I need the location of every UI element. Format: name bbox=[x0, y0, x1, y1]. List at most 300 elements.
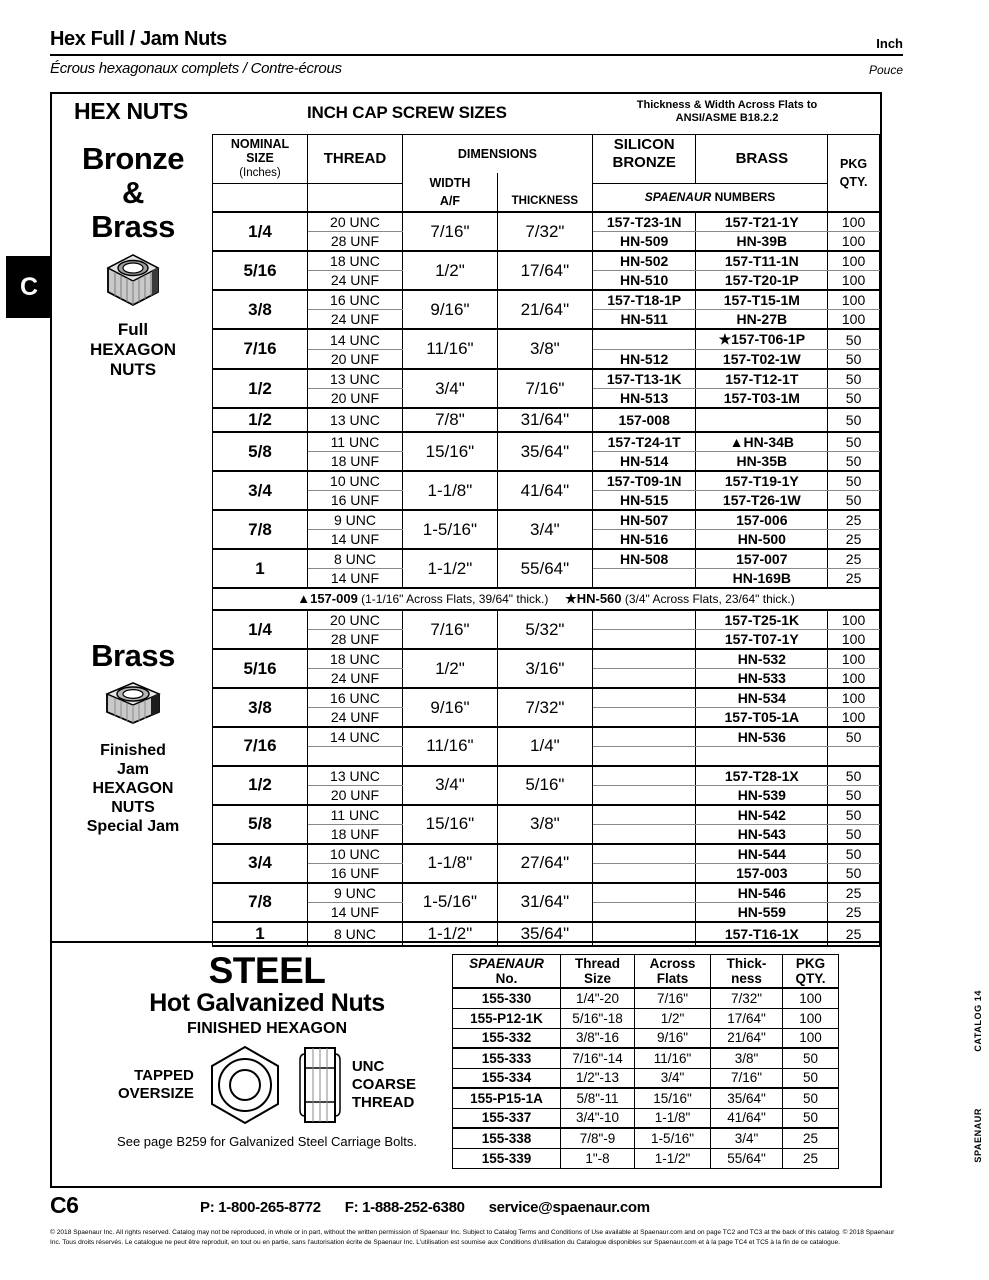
cell-brass: 157-T07-1Y bbox=[696, 630, 828, 650]
cell-nominal-size: 1 bbox=[213, 549, 308, 588]
cell-thread: 8 UNC bbox=[307, 922, 402, 946]
cell-thread: 11 UNC bbox=[307, 805, 402, 825]
steel-unc-line3: THREAD bbox=[351, 1094, 415, 1111]
cell-nominal-size: 3/4 bbox=[213, 471, 308, 510]
steel-tapped-line1: TAPPED bbox=[134, 1067, 194, 1084]
cell-width-af: 1/2" bbox=[402, 251, 497, 290]
bronze-brass-label-block bbox=[54, 142, 212, 380]
section-tab-marker: C bbox=[6, 256, 52, 318]
bronze-label-line3: Brass bbox=[91, 209, 175, 244]
cell-pkg-qty: 25 bbox=[783, 1148, 839, 1168]
cell-brass: HN-542 bbox=[696, 805, 828, 825]
cell-nominal-size: 1/4 bbox=[213, 610, 308, 649]
cell-thread: 14 UNC bbox=[307, 727, 402, 747]
cell-across-flats: 15/16" bbox=[635, 1088, 711, 1108]
cell-thickness: 3/4" bbox=[711, 1128, 783, 1148]
cell-thickness: 35/64" bbox=[497, 432, 592, 471]
cell-pkg-qty: 50 bbox=[828, 727, 880, 747]
cell-thickness: 17/64" bbox=[711, 1008, 783, 1028]
cell-across-flats: 1-1/8" bbox=[635, 1108, 711, 1128]
cell-pkg-qty: 50 bbox=[828, 369, 880, 389]
cell-nominal-size: 3/4 bbox=[213, 844, 308, 883]
cell-silicon-bronze: 157-T09-1N bbox=[592, 471, 696, 491]
cell-pkg-qty: 25 bbox=[828, 922, 880, 946]
cell-thread: 18 UNF bbox=[307, 452, 402, 472]
cell-silicon-bronze: HN-510 bbox=[592, 271, 696, 291]
cell-silicon-bronze: HN-516 bbox=[592, 530, 696, 550]
cell-silicon-bronze: 157-T18-1P bbox=[592, 290, 696, 310]
cell-thread: 9 UNC bbox=[307, 510, 402, 530]
cell-spaenaur-no: 155-P12-1K bbox=[453, 1008, 561, 1028]
cell-across-flats: 1-5/16" bbox=[635, 1128, 711, 1148]
page-header bbox=[50, 28, 903, 77]
col-silicon-bronze: SILICON BRONZE bbox=[592, 135, 696, 174]
cell-brass: HN-500 bbox=[696, 530, 828, 550]
cell-pkg-qty: 100 bbox=[828, 232, 880, 252]
cell-thickness: 17/64" bbox=[497, 251, 592, 290]
cell-thread: 20 UNF bbox=[307, 785, 402, 805]
cell-pkg-qty: 100 bbox=[828, 251, 880, 271]
steel-title: STEEL bbox=[208, 950, 326, 991]
cell-silicon-bronze bbox=[592, 630, 696, 650]
cell-nominal-size: 7/8 bbox=[213, 883, 308, 922]
cell-silicon-bronze bbox=[592, 727, 696, 747]
cell-brass: HN-546 bbox=[696, 883, 828, 903]
cell-pkg-qty: 50 bbox=[783, 1108, 839, 1128]
cell-brass: 157-T28-1X bbox=[696, 766, 828, 786]
ansi-standard-note: Thickness & Width Across Flats to ANSI/ASME B18.2.2 bbox=[636, 99, 818, 124]
cell-silicon-bronze bbox=[592, 785, 696, 805]
cell-pkg-qty: 50 bbox=[828, 408, 880, 432]
cell-thickness: 7/32" bbox=[711, 988, 783, 1008]
cell-across-flats: 1/2" bbox=[635, 1008, 711, 1028]
cell-silicon-bronze: HN-513 bbox=[592, 389, 696, 409]
cell-brass: 157-T15-1M bbox=[696, 290, 828, 310]
cell-silicon-bronze bbox=[592, 883, 696, 903]
cell-thread: 8 UNC bbox=[307, 549, 402, 569]
cell-thread-size: 7/8"-9 bbox=[561, 1128, 635, 1148]
cell-brass: 157-T26-1W bbox=[696, 491, 828, 511]
cell-pkg-qty: 25 bbox=[828, 549, 880, 569]
col-thread-size: Thread Size bbox=[561, 955, 635, 989]
cell-brass: ★157-T06-1P bbox=[696, 329, 828, 350]
cell-pkg-qty: 100 bbox=[828, 610, 880, 630]
cell-width-af: 1-1/8" bbox=[402, 844, 497, 883]
cell-spaenaur-no: 155-337 bbox=[453, 1108, 561, 1128]
specifications-grid bbox=[212, 134, 880, 947]
table-row bbox=[213, 727, 880, 747]
steel-unc-line2: COARSE bbox=[351, 1076, 417, 1093]
cell-pkg-qty: 50 bbox=[828, 863, 880, 883]
cell-spaenaur-no: 155-334 bbox=[453, 1068, 561, 1088]
cell-thickness: 31/64" bbox=[497, 883, 592, 922]
table-row bbox=[213, 251, 880, 271]
cell-thread-size: 5/16"-18 bbox=[561, 1008, 635, 1028]
cell-thread: 18 UNC bbox=[307, 649, 402, 669]
cell-thickness: 35/64" bbox=[497, 922, 592, 946]
cell-thickness: 21/64" bbox=[497, 290, 592, 329]
cell-silicon-bronze: HN-511 bbox=[592, 310, 696, 330]
cell-thread: 13 UNC bbox=[307, 408, 402, 432]
cell-thread: 16 UNC bbox=[307, 290, 402, 310]
cell-width-af: 15/16" bbox=[402, 805, 497, 844]
cell-thread: 10 UNC bbox=[307, 844, 402, 864]
cell-silicon-bronze: 157-T24-1T bbox=[592, 432, 696, 452]
hex-nuts-table bbox=[212, 134, 880, 947]
cell-thread: 28 UNF bbox=[307, 232, 402, 252]
cell-brass: HN-532 bbox=[696, 649, 828, 669]
cell-spaenaur-no: 155-338 bbox=[453, 1128, 561, 1148]
cell-silicon-bronze bbox=[592, 766, 696, 786]
cell-pkg-qty: 25 bbox=[828, 883, 880, 903]
unit-label-en: Inch bbox=[876, 36, 903, 51]
cell-width-af: 1-1/2" bbox=[402, 922, 497, 946]
steel-tapped-line2: OVERSIZE bbox=[117, 1085, 194, 1102]
cell-nominal-size: 7/16 bbox=[213, 727, 308, 766]
col-thread: THREAD bbox=[307, 135, 402, 184]
cell-silicon-bronze bbox=[592, 708, 696, 728]
cell-width-af: 1/2" bbox=[402, 649, 497, 688]
table-row bbox=[213, 369, 880, 389]
bronze-footnotes bbox=[213, 588, 880, 610]
cell-silicon-bronze: 157-T23-1N bbox=[592, 212, 696, 232]
steel-nuts-table bbox=[452, 954, 839, 1169]
col-thread-spacer bbox=[307, 183, 402, 212]
cell-pkg-qty: 100 bbox=[828, 669, 880, 689]
cell-brass: 157-007 bbox=[696, 549, 828, 569]
cell-across-flats: 7/16" bbox=[635, 988, 711, 1008]
cell-silicon-bronze bbox=[592, 329, 696, 350]
table-row bbox=[453, 1068, 839, 1088]
cell-thickness: 55/64" bbox=[711, 1148, 783, 1168]
cell-brass: 157-006 bbox=[696, 510, 828, 530]
cell-silicon-bronze bbox=[592, 669, 696, 689]
cell-pkg-qty: 25 bbox=[828, 530, 880, 550]
cell-nominal-size: 5/8 bbox=[213, 432, 308, 471]
bronze-label-line2: & bbox=[122, 175, 144, 210]
cell-thickness: 31/64" bbox=[497, 408, 592, 432]
cell-silicon-bronze bbox=[592, 569, 696, 589]
cell-width-af: 7/16" bbox=[402, 610, 497, 649]
cell-thickness: 3/4" bbox=[497, 510, 592, 549]
cell-brass: 157-003 bbox=[696, 863, 828, 883]
cell-thread: 9 UNC bbox=[307, 883, 402, 903]
cell-across-flats: 1-1/2" bbox=[635, 1148, 711, 1168]
table-row bbox=[213, 471, 880, 491]
cell-thread: 24 UNF bbox=[307, 310, 402, 330]
table-row bbox=[213, 408, 880, 432]
cell-thread: 20 UNF bbox=[307, 350, 402, 370]
cell-thread: 24 UNF bbox=[307, 669, 402, 689]
table-row bbox=[213, 688, 880, 708]
cell-pkg-qty: 50 bbox=[783, 1048, 839, 1068]
cell-width-af: 3/4" bbox=[402, 766, 497, 805]
cell-thread: 14 UNF bbox=[307, 530, 402, 550]
cell-silicon-bronze: HN-514 bbox=[592, 452, 696, 472]
brass-caption-line4: NUTS bbox=[111, 799, 155, 816]
table-row bbox=[213, 290, 880, 310]
cell-nominal-size: 1/2 bbox=[213, 369, 308, 408]
steel-carriage-bolt-note: See page B259 for Galvanized Steel Carriage Bolts. bbox=[117, 1134, 417, 1149]
grid-header-row-1 bbox=[213, 135, 880, 174]
cell-pkg-qty: 50 bbox=[828, 350, 880, 370]
cell-spaenaur-no: 155-333 bbox=[453, 1048, 561, 1068]
cell-width-af: 1-1/8" bbox=[402, 471, 497, 510]
cell-brass: 157-T25-1K bbox=[696, 610, 828, 630]
table-row bbox=[453, 1008, 839, 1028]
cell-thickness: 55/64" bbox=[497, 549, 592, 588]
cell-pkg-qty: 50 bbox=[828, 824, 880, 844]
cell-nominal-size: 1/4 bbox=[213, 212, 308, 251]
cell-pkg-qty: 25 bbox=[828, 510, 880, 530]
cell-pkg-qty: 50 bbox=[828, 389, 880, 409]
cell-thread: 16 UNF bbox=[307, 491, 402, 511]
cell-brass: HN-169B bbox=[696, 569, 828, 589]
col-nominal-spacer bbox=[213, 183, 308, 212]
cell-brass: HN-544 bbox=[696, 844, 828, 864]
brass-label-block bbox=[54, 639, 212, 836]
table-row bbox=[453, 1048, 839, 1068]
cell-nominal-size: 1/2 bbox=[213, 766, 308, 805]
cell-width-af: 9/16" bbox=[402, 688, 497, 727]
cell-silicon-bronze: HN-507 bbox=[592, 510, 696, 530]
cell-thread: 14 UNF bbox=[307, 569, 402, 589]
cell-thickness: 3/8" bbox=[711, 1048, 783, 1068]
cell-nominal-size: 3/8 bbox=[213, 688, 308, 727]
cell-pkg-qty: 50 bbox=[828, 785, 880, 805]
cell-brass: 157-T21-1Y bbox=[696, 212, 828, 232]
cell-spaenaur-no: 155-P15-1A bbox=[453, 1088, 561, 1108]
cell-brass: HN-35B bbox=[696, 452, 828, 472]
cell-pkg-qty: 50 bbox=[828, 491, 880, 511]
table-row bbox=[453, 1028, 839, 1048]
legal-fr: © 2018 Spaenaur Inc. Tous droits réservés. Le catalogue ne peut être reproduit, en tout ou en partie, sans l'autorisation écrite de Spaenaur Inc. L'utilisation est soumise aux Conditions d'utilisation du Catalogue disponibles sur Spaenaur.com et à la page TC4 et TC5 à la fin de ce catalogue. bbox=[50, 1229, 895, 1246]
cell-thickness: 3/8" bbox=[497, 805, 592, 844]
table-row bbox=[213, 805, 880, 825]
brass-caption-line2: Jam bbox=[116, 761, 150, 778]
col-width-af: WIDTH A/F bbox=[402, 173, 497, 212]
cell-thread: 28 UNF bbox=[307, 630, 402, 650]
cell-thread-size: 5/8"-11 bbox=[561, 1088, 635, 1108]
cell-thickness: 7/16" bbox=[497, 369, 592, 408]
contact-line bbox=[200, 1199, 670, 1216]
steel-subtitle2: FINISHED HEXAGON bbox=[186, 1020, 347, 1037]
cell-pkg-qty: 100 bbox=[828, 310, 880, 330]
cell-brass: 157-T05-1A bbox=[696, 708, 828, 728]
cell-thread: 24 UNF bbox=[307, 708, 402, 728]
cell-brass: 157-T19-1Y bbox=[696, 471, 828, 491]
steel-label-block bbox=[62, 950, 472, 1149]
cell-brass: ▲HN-34B bbox=[696, 432, 828, 452]
col-across-flats: Across Flats bbox=[635, 955, 711, 989]
hex-nut-side-view-icon bbox=[296, 1042, 344, 1128]
cell-thread-size: 7/16"-14 bbox=[561, 1048, 635, 1068]
cell-brass: HN-559 bbox=[696, 902, 828, 922]
table-row bbox=[213, 766, 880, 786]
brand-vertical: SPAENAUR bbox=[973, 1108, 983, 1163]
catalog-frame bbox=[50, 92, 882, 1188]
col-thickness: Thick- ness bbox=[711, 955, 783, 989]
brass-caption-line1: Finished bbox=[100, 742, 166, 759]
cell-brass: HN-543 bbox=[696, 824, 828, 844]
cell-width-af: 15/16" bbox=[402, 432, 497, 471]
cell-brass: HN-534 bbox=[696, 688, 828, 708]
footnote-b: ★HN-560 (3/4" Across Flats, 23/64" thick.) bbox=[565, 591, 795, 606]
cell-silicon-bronze bbox=[592, 844, 696, 864]
cell-pkg-qty: 50 bbox=[828, 471, 880, 491]
cell-brass: HN-39B bbox=[696, 232, 828, 252]
fax-number: F: 1-888-252-6380 bbox=[344, 1199, 465, 1216]
table-row bbox=[213, 212, 880, 232]
cell-pkg-qty: 100 bbox=[783, 1008, 839, 1028]
cell-pkg-qty: 100 bbox=[828, 688, 880, 708]
bronze-caption-line1: Full bbox=[117, 320, 149, 339]
brass-caption-line5: Special Jam bbox=[86, 818, 180, 835]
page-subtitle-fr: Écrous hexagonaux complets / Contre-écrous bbox=[50, 60, 342, 77]
cell-thread: 18 UNF bbox=[307, 824, 402, 844]
cell-pkg-qty: 100 bbox=[828, 212, 880, 232]
table-row bbox=[213, 649, 880, 669]
table-row bbox=[453, 1088, 839, 1108]
cell-brass: HN-27B bbox=[696, 310, 828, 330]
table-row bbox=[453, 1128, 839, 1148]
cell-brass: HN-539 bbox=[696, 785, 828, 805]
table-row bbox=[213, 844, 880, 864]
cell-brass: HN-536 bbox=[696, 727, 828, 747]
cell-thickness: 7/16" bbox=[711, 1068, 783, 1088]
col-pkg-qty: PKG QTY. bbox=[828, 135, 880, 213]
table-row bbox=[213, 549, 880, 569]
jam-nut-illustration bbox=[87, 677, 179, 733]
cell-silicon-bronze bbox=[592, 805, 696, 825]
table-row bbox=[213, 329, 880, 350]
cell-silicon-bronze: 157-T13-1K bbox=[592, 369, 696, 389]
cell-pkg-qty: 25 bbox=[828, 902, 880, 922]
cell-thread: 20 UNC bbox=[307, 212, 402, 232]
col-silicon-bronze-spacer bbox=[592, 173, 696, 183]
legal-notice bbox=[50, 1228, 905, 1247]
cell-brass: 157-T20-1P bbox=[696, 271, 828, 291]
cell-width-af: 7/8" bbox=[402, 408, 497, 432]
hex-nuts-heading: HEX NUTS bbox=[74, 98, 188, 124]
bronze-caption-line3: NUTS bbox=[109, 360, 157, 379]
cell-thickness: 3/8" bbox=[497, 329, 592, 369]
cell-brass: HN-533 bbox=[696, 669, 828, 689]
cell-brass: 157-T03-1M bbox=[696, 389, 828, 409]
cell-nominal-size: 3/8 bbox=[213, 290, 308, 329]
cell-pkg-qty: 100 bbox=[828, 649, 880, 669]
cell-nominal-size: 1 bbox=[213, 922, 308, 946]
cell-nominal-size: 1/2 bbox=[213, 408, 308, 432]
inch-cap-screw-heading: INCH CAP SCREW SIZES bbox=[307, 103, 507, 122]
col-pkg-qty: PKG QTY. bbox=[783, 955, 839, 989]
cell-thread: 16 UNF bbox=[307, 863, 402, 883]
col-dimensions: DIMENSIONS bbox=[402, 135, 592, 174]
steel-subtitle: Hot Galvanized Nuts bbox=[149, 989, 385, 1017]
table-row bbox=[213, 883, 880, 903]
cell-width-af: 1-1/2" bbox=[402, 549, 497, 588]
footnote-a: ▲157-009 (1-1/16" Across Flats, 39/64" thick.) bbox=[297, 591, 549, 606]
cell-across-flats: 9/16" bbox=[635, 1028, 711, 1048]
cell-pkg-qty: 100 bbox=[783, 988, 839, 1008]
table-row bbox=[453, 988, 839, 1008]
table-row bbox=[213, 610, 880, 630]
cell-brass: 157-T11-1N bbox=[696, 251, 828, 271]
cell-silicon-bronze bbox=[592, 747, 696, 766]
cell-brass: 157-T12-1T bbox=[696, 369, 828, 389]
cell-width-af: 7/16" bbox=[402, 212, 497, 251]
cell-spaenaur-no: 155-332 bbox=[453, 1028, 561, 1048]
cell-thickness: 5/32" bbox=[497, 610, 592, 649]
cell-thickness: 41/64" bbox=[497, 471, 592, 510]
cell-thread: 13 UNC bbox=[307, 766, 402, 786]
cell-width-af: 1-5/16" bbox=[402, 510, 497, 549]
cell-across-flats: 3/4" bbox=[635, 1068, 711, 1088]
cell-nominal-size: 5/16 bbox=[213, 649, 308, 688]
table-row bbox=[453, 1148, 839, 1168]
cell-pkg-qty: 25 bbox=[828, 569, 880, 589]
cell-pkg-qty: 100 bbox=[828, 630, 880, 650]
cell-silicon-bronze bbox=[592, 824, 696, 844]
cell-width-af: 11/16" bbox=[402, 329, 497, 369]
cell-nominal-size: 7/8 bbox=[213, 510, 308, 549]
cell-brass bbox=[696, 747, 828, 766]
col-nominal-size: NOMINAL SIZE (Inches) bbox=[213, 135, 308, 184]
cell-thread-size: 3/8"-16 bbox=[561, 1028, 635, 1048]
cell-thread: 20 UNF bbox=[307, 389, 402, 409]
legal-en: © 2018 Spaenaur Inc. All rights reserved. Catalog may not be reproduced, in whole or in part, without the written permission of Spaenaur Inc. Subject to Catalog Terms and Conditions of Use available at Spaenaur.com and on page TC2 and TC3 at the back of this catalog. bbox=[50, 1229, 841, 1236]
table-row bbox=[213, 510, 880, 530]
cell-spaenaur-no: 155-330 bbox=[453, 988, 561, 1008]
unit-label-fr: Pouce bbox=[868, 63, 903, 77]
cell-thread: 11 UNC bbox=[307, 432, 402, 452]
cell-silicon-bronze: HN-502 bbox=[592, 251, 696, 271]
cell-silicon-bronze: HN-508 bbox=[592, 549, 696, 569]
cell-width-af: 9/16" bbox=[402, 290, 497, 329]
bronze-footnote-row bbox=[213, 588, 880, 610]
cell-width-af: 1-5/16" bbox=[402, 883, 497, 922]
cell-thread-size: 1/2"-13 bbox=[561, 1068, 635, 1088]
cell-silicon-bronze: HN-515 bbox=[592, 491, 696, 511]
cell-pkg-qty: 25 bbox=[783, 1128, 839, 1148]
cell-thread-size: 1"-8 bbox=[561, 1148, 635, 1168]
hex-nut-top-view-icon bbox=[202, 1042, 288, 1128]
cell-silicon-bronze: HN-509 bbox=[592, 232, 696, 252]
cell-pkg-qty: 50 bbox=[828, 432, 880, 452]
email-address[interactable]: service@spaenaur.com bbox=[488, 1199, 650, 1216]
cell-thread: 13 UNC bbox=[307, 369, 402, 389]
cell-thickness: 1/4" bbox=[497, 727, 592, 766]
catalog-edition-vertical: CATALOG 14 bbox=[973, 990, 983, 1052]
cell-thickness: 3/16" bbox=[497, 649, 592, 688]
cell-pkg-qty: 50 bbox=[828, 844, 880, 864]
cell-thickness: 5/16" bbox=[497, 766, 592, 805]
cell-thickness: 21/64" bbox=[711, 1028, 783, 1048]
cell-pkg-qty: 100 bbox=[828, 290, 880, 310]
cell-pkg-qty: 50 bbox=[828, 766, 880, 786]
cell-silicon-bronze bbox=[592, 902, 696, 922]
col-thickness: THICKNESS bbox=[497, 173, 592, 212]
table-row bbox=[453, 1108, 839, 1128]
col-spaenaur-no: SPAENAUR No. bbox=[453, 955, 561, 989]
cell-brass: 157-T02-1W bbox=[696, 350, 828, 370]
cell-pkg-qty: 50 bbox=[828, 805, 880, 825]
cell-thread-size: 1/4"-20 bbox=[561, 988, 635, 1008]
cell-pkg-qty: 50 bbox=[783, 1088, 839, 1108]
cell-thread: 14 UNC bbox=[307, 329, 402, 350]
cell-thread: 14 UNF bbox=[307, 902, 402, 922]
cell-pkg-qty: 50 bbox=[828, 329, 880, 350]
